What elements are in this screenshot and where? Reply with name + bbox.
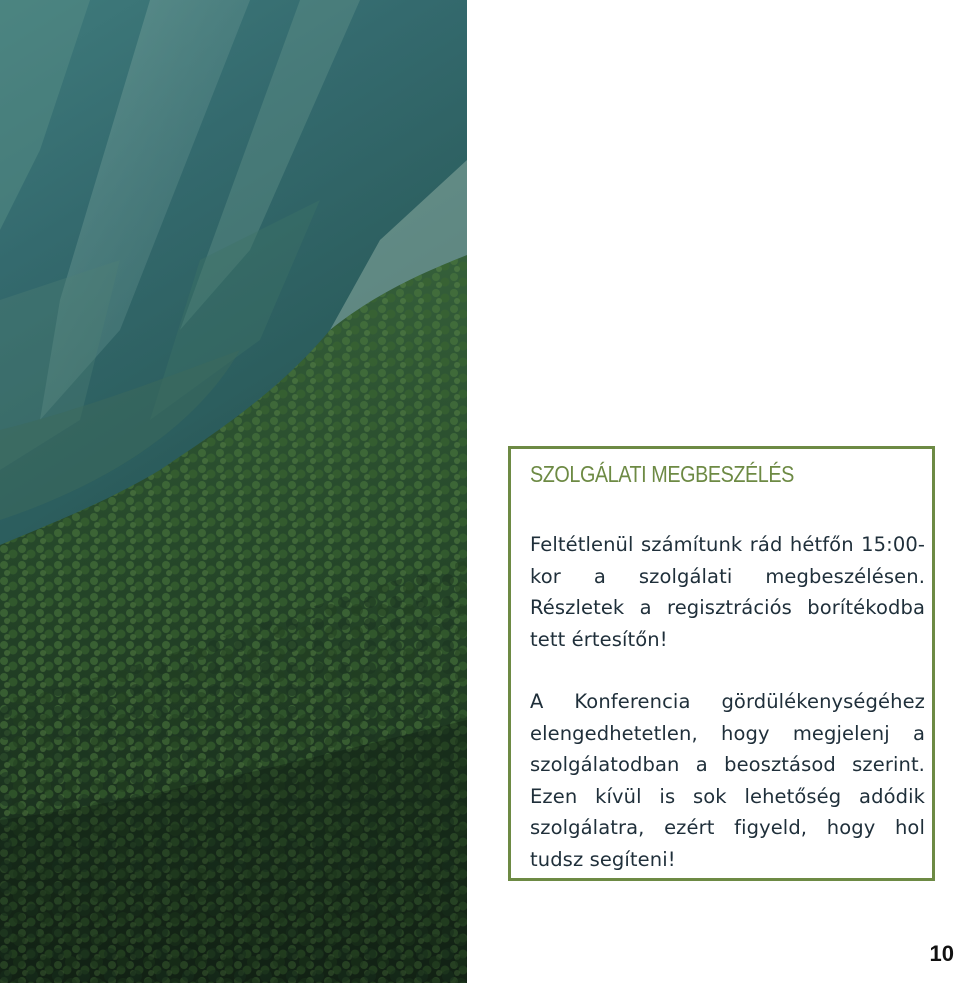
service-meeting-box <box>508 446 935 881</box>
page-number: 10 <box>929 941 954 966</box>
meeting-paragraph: Feltétlenül számítunk rád hétfőn 15:00-kor a szolgálati megbeszélésen. Részletek a regisztrációs borítékodba tett értesítőn! <box>530 533 925 651</box>
service-paragraph: A Konferencia gördülékenységéhez elengedhetetlen, hogy megjelenj a szolgálatodban a beosztásod szerint. Ezen kívül is sok lehetőség adódik szolgálatra, ezért figyeld, hogy hol tudsz segíteni! <box>530 690 925 871</box>
box-title: SZOLGÁLATI MEGBESZÉLÉS <box>530 461 794 487</box>
forest-mountain-photo <box>0 0 467 983</box>
